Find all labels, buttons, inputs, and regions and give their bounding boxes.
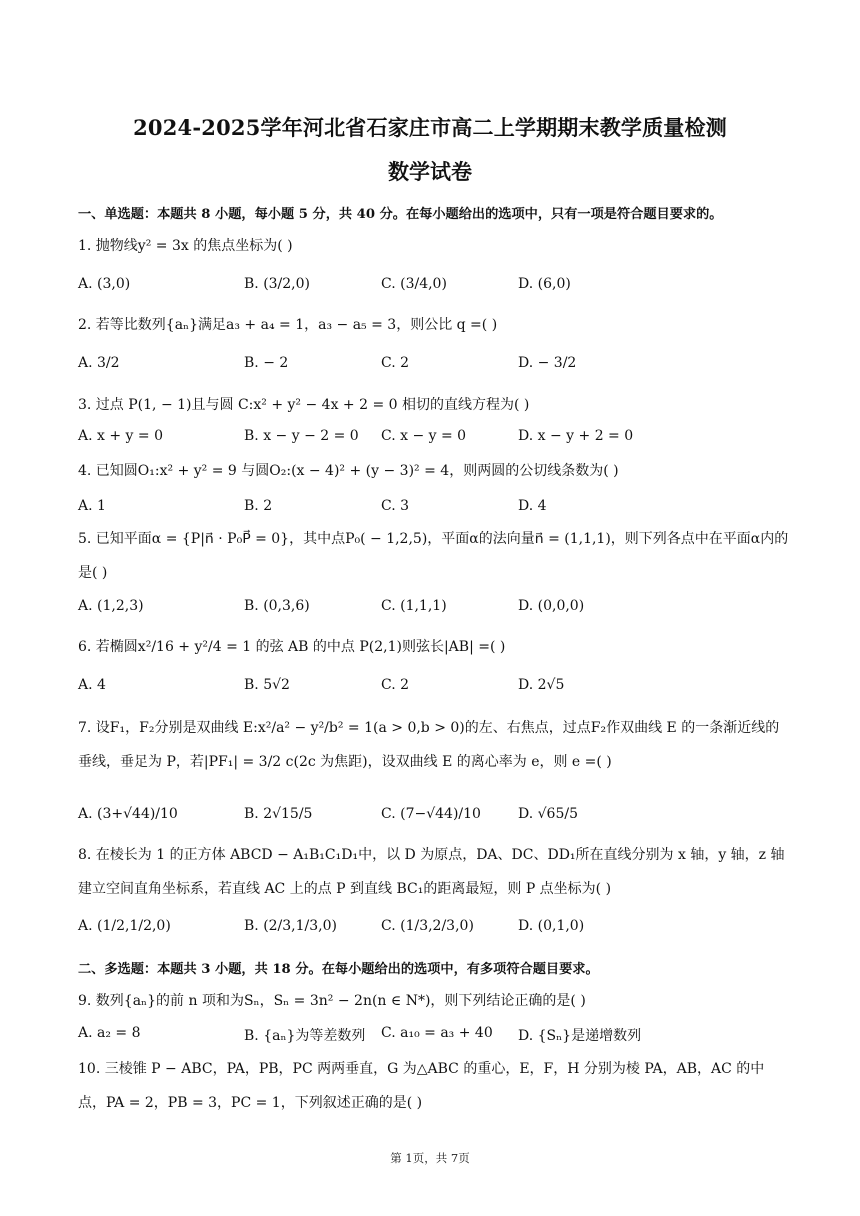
question-7: 7. 设F₁，F₂分别是双曲线 E:x²/a² − y²/b² = 1(a > 0,b > 0)的左、右焦点，过点F₂作双曲线 E 的一条渐近线的垂线，垂足为 P，若|PF₁| = 3/2 c(2c 为焦距)，设双曲线 E 的离心率为 e，则 e =( ) [78, 720, 780, 770]
option-b: B. − 2 [244, 355, 289, 371]
option-a: A. 1 [78, 498, 106, 514]
option-d: D. √65/5 [518, 806, 578, 822]
question-9-options [78, 1025, 790, 1047]
option-a: A. a₂ = 8 [78, 1025, 141, 1041]
question-9: 9. 数列{aₙ}的前 n 项和为Sₙ，Sₙ = 3n² − 2n(n ∈ N*)，则下列结论正确的是( ) [78, 993, 586, 1009]
option-b: B. {aₙ}为等差数列 [244, 1028, 366, 1044]
option-a: A. (1/2,1/2,0) [78, 918, 171, 934]
question-6-options [78, 677, 790, 699]
option-d: D. (0,0,0) [518, 598, 585, 614]
option-d: D. x − y + 2 = 0 [518, 428, 634, 444]
section-multiple-choice: 二、多选题：本题共 3 小题，共 18 分。在每小题给出的选项中，有多项符合题目要求。 [78, 962, 599, 977]
option-b: B. 2√15/5 [244, 806, 313, 822]
option-a: A. x + y = 0 [78, 428, 163, 444]
option-d: D. {Sₙ}是递增数列 [518, 1028, 642, 1044]
option-c: C. a₁₀ = a₃ + 40 [381, 1025, 493, 1041]
question-1-options [78, 276, 790, 298]
option-b: B. (2/3,1/3,0) [244, 918, 337, 934]
option-c: C. 2 [381, 677, 410, 693]
option-c: C. (1,1,1) [381, 598, 447, 614]
option-d: D. (6,0) [518, 276, 571, 292]
exam-title: 2024-2025学年河北省石家庄市高二上学期期末教学质量检测 [133, 115, 727, 140]
option-a: A. 3/2 [78, 355, 120, 371]
option-c: C. (3/4,0) [381, 276, 447, 292]
question-4-options-spacer [78, 467, 790, 489]
option-c: C. x − y = 0 [381, 428, 467, 444]
option-b: B. (0,3,6) [244, 598, 310, 614]
option-d: D. − 3/2 [518, 355, 577, 371]
question-3-options [78, 428, 790, 450]
question-4-options [78, 498, 790, 520]
option-d: D. 4 [518, 498, 547, 514]
page-footer: 第 1页，共 7页 [390, 1151, 470, 1165]
section-single-choice: 一、单选题：本题共 8 小题，每小题 5 分，共 40 分。在每小题给出的选项中，只有一项是符合题目要求的。 [78, 207, 723, 222]
question-1: 1. 抛物线y² = 3x 的焦点坐标为( ) [78, 238, 293, 254]
question-8-options [78, 918, 790, 940]
question-5: 5. 已知平面α = {P|n⃗ · P₀P⃗ = 0}，其中点P₀( − 1,2,5)，平面α的法向量n⃗ = (1,1,1)，则下列各点中在平面α内的是( ) [78, 531, 789, 581]
option-a: A. (1,2,3) [78, 598, 144, 614]
question-7-options [78, 806, 790, 828]
question-2-options [78, 355, 790, 377]
option-c: C. (1/3,2/3,0) [381, 918, 474, 934]
exam-subtitle: 数学试卷 [388, 159, 472, 184]
option-a: A. (3+√44)/10 [78, 806, 178, 822]
option-b: B. 2 [244, 498, 273, 514]
option-d: D. 2√5 [518, 677, 565, 693]
option-b: B. x − y − 2 = 0 [244, 428, 359, 444]
option-c: C. (7−√44)/10 [381, 806, 481, 822]
option-a: A. 4 [78, 677, 106, 693]
question-10: 10. 三棱锥 P − ABC，PA，PB，PC 两两垂直，G 为△ABC 的重心，E，F，H 分别为棱 PA，AB，AC 的中点，PA = 2，PB = 3，PC = 1，下列叙述正确的是( ) [78, 1061, 765, 1111]
question-4: 4. 已知圆O₁:x² + y² = 9 与圆O₂:(x − 4)² + (y − 3)² = 4，则两圆的公切线条数为( ) [78, 463, 619, 479]
option-c: C. 3 [381, 498, 410, 514]
option-c: C. 2 [381, 355, 410, 371]
option-a: A. (3,0) [78, 276, 131, 292]
question-6: 6. 若椭圆x²/16 + y²/4 = 1 的弦 AB 的中点 P(2,1)则弦长|AB| =( ) [78, 639, 506, 655]
question-8: 8. 在棱长为 1 的正方体 ABCD − A₁B₁C₁D₁中，以 D 为原点，DA、DC、DD₁所在直线分别为 x 轴，y 轴，z 轴建立空间直角坐标系，若直线 AC 上的点 P 到直线 BC₁的距离最短，则 P 点坐标为( ) [78, 847, 785, 897]
question-2: 2. 若等比数列{aₙ}满足a₃ + a₄ = 1，a₃ − a₅ = 3，则公比 q =( ) [78, 317, 498, 333]
option-d: D. (0,1,0) [518, 918, 585, 934]
question-5-options [78, 598, 790, 620]
question-3: 3. 过点 P(1, − 1)且与圆 C:x² + y² − 4x + 2 = 0 相切的直线方程为( ) [78, 397, 530, 413]
option-b: B. (3/2,0) [244, 276, 311, 292]
option-b: B. 5√2 [244, 677, 290, 693]
